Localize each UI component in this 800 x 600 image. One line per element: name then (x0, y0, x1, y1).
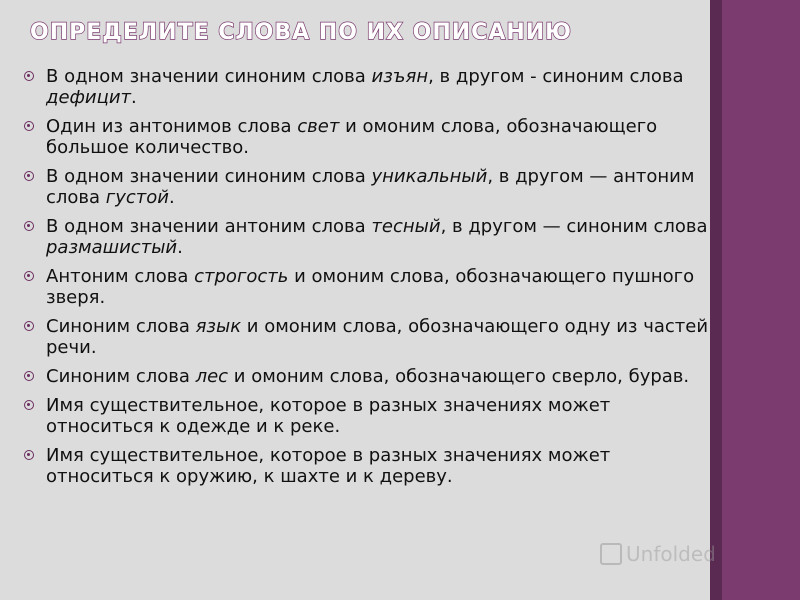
watermark (600, 542, 716, 566)
watermark-text: Unfolded (626, 542, 716, 566)
list-item: Один из антонимов слова свет и омоним слова, обозначающего большое количество. (22, 116, 716, 158)
bullet-icon (24, 221, 34, 231)
bullet-icon (24, 121, 34, 131)
list-item: Антоним слова строгость и омоним слова, обозначающего пушного зверя. (22, 266, 716, 308)
list-item: Синоним слова язык и омоним слова, обозначающего одну из частей речи. (22, 316, 716, 358)
slide-title: ОПРЕДЕЛИТЕ СЛОВА ПО ИХ ОПИСАНИЮ (30, 20, 572, 45)
bullet-icon (24, 400, 34, 410)
list-item: Имя существительное, которое в разных значениях может относиться к одежде и к реке. (22, 395, 716, 437)
list-item: В одном значении синоним слова изъян, в другом - синоним слова дефицит. (22, 66, 716, 108)
bullet-icon (24, 371, 34, 381)
watermark-logo-icon (600, 543, 622, 565)
definition-list (22, 66, 716, 495)
bullet-icon (24, 271, 34, 281)
side-accent-band (710, 0, 800, 600)
list-item: В одном значении синоним слова уникальный, в другом — антоним слова густой. (22, 166, 716, 208)
list-item: Имя существительное, которое в разных значениях может относиться к оружию, к шахте и к дереву. (22, 445, 716, 487)
list-item: Синоним слова лес и омоним слова, обозначающего сверло, бурав. (22, 366, 716, 387)
bullet-icon (24, 71, 34, 81)
bullet-icon (24, 171, 34, 181)
bullet-icon (24, 321, 34, 331)
list-item: В одном значении антоним слова тесный, в другом — синоним слова размашистый. (22, 216, 716, 258)
bullet-icon (24, 450, 34, 460)
